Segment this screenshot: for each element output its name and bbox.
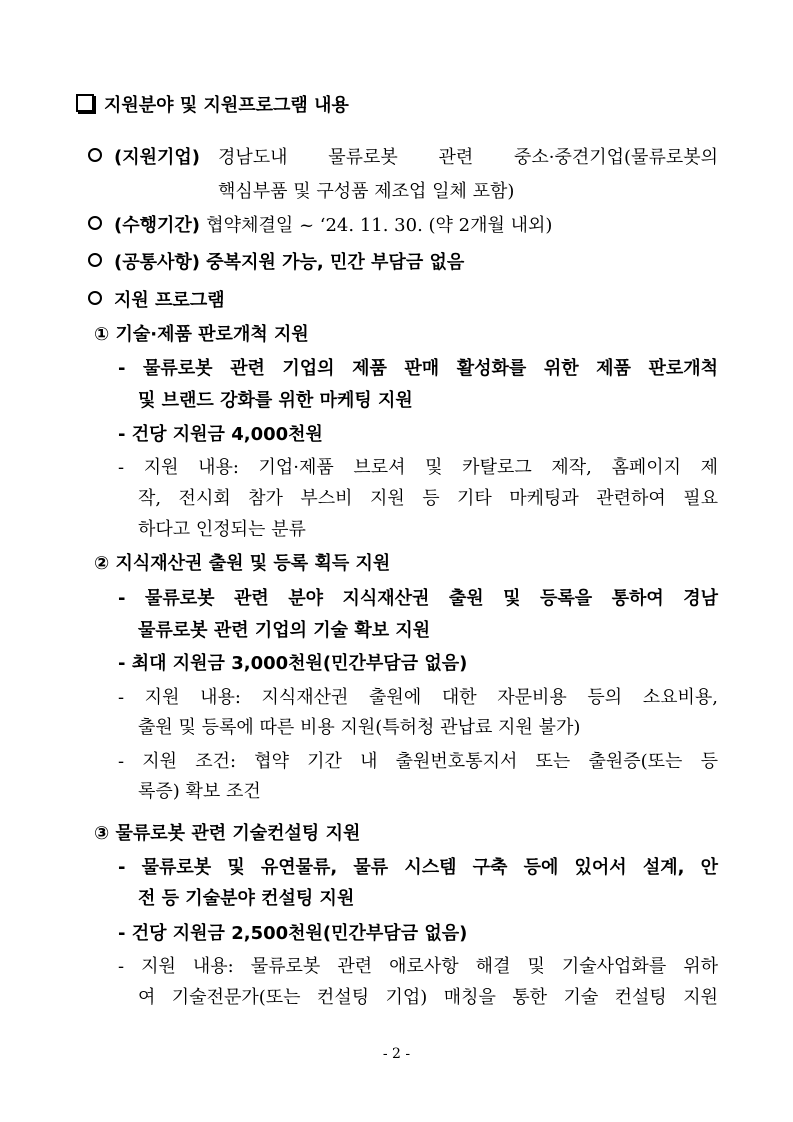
period-item: [88, 214, 552, 238]
programs-heading: [88, 289, 225, 313]
circle-bullet-icon: [88, 291, 102, 305]
checkbox-square-icon: [76, 94, 94, 112]
program-2-amount: - 최대 지원금 3,000천원(민간부담금 없음): [118, 653, 468, 674]
program-1-detail-line1: - 지원 내용: 기업·제품 브로셔 및 카탈로그 제작, 홈페이지 제: [118, 457, 718, 478]
support-target-line2: 핵심부품 및 구성품 제조업 일체 포함): [218, 181, 515, 202]
program-3-detail-line2: 여 기술전문가(또는 컨설팅 기업) 매칭을 통한 기술 컨설팅 지원: [138, 987, 718, 1008]
program-3-desc-line2: 전 등 기술분야 컨설팅 지원: [138, 888, 355, 909]
period-text: 협약체결일 ~ ‘24. 11. 30. (약 2개월 내외): [206, 215, 553, 236]
program-1-amount: - 건당 지원금 4,000천원: [118, 424, 323, 445]
common-text: 중복지원 가능, 민간 부담금 없음: [206, 252, 465, 273]
circle-bullet-icon: [88, 216, 102, 230]
section-title-text: 지원분야 및 지원프로그램 내용: [104, 95, 349, 116]
program-3-desc-line1: - 물류로봇 및 유연물류, 물류 시스템 구축 등에 있어서 설계, 안: [118, 857, 718, 878]
common-item: [88, 251, 464, 275]
program-2-detail-line1: - 지원 내용: 지식재산권 출원에 대한 자문비용 등의 소요비용,: [118, 687, 718, 708]
program-2-detail-line2: 출원 및 등록에 따른 비용 지원(특허청 관납료 지원 불가): [138, 717, 581, 738]
program-2-condition-line2: 록증) 확보 조건: [138, 781, 261, 802]
program-1-detail-line2: 작, 전시회 참가 부스비 지원 등 기타 마케팅과 관련하여 필요: [138, 488, 718, 509]
program-1-detail-line3: 하다고 인정되는 분류: [138, 519, 306, 540]
program-1-title: ① 기술·제품 판로개척 지원: [94, 324, 309, 345]
support-target-line1: 경남도내 물류로봇 관련 중소·중견기업(물류로봇의: [218, 147, 718, 168]
support-target-item: [88, 146, 200, 170]
program-3-title: ③ 물류로봇 관련 기술컨설팅 지원: [94, 823, 361, 844]
program-1-desc-line1: - 물류로봇 관련 기업의 제품 판매 활성화를 위한 제품 판로개척: [118, 358, 718, 379]
circle-bullet-icon: [88, 253, 102, 267]
program-2-title: ② 지식재산권 출원 및 등록 획득 지원: [94, 553, 391, 574]
program-1-desc-line2: 및 브랜드 강화를 위한 마케팅 지원: [138, 390, 413, 411]
programs-heading-text: 지원 프로그램: [114, 290, 225, 311]
section-title: [76, 94, 349, 118]
circle-bullet-icon: [88, 148, 102, 162]
program-2-desc-line2: 물류로봇 관련 기업의 기술 확보 지원: [138, 620, 431, 641]
support-target-label: (지원기업): [114, 147, 201, 168]
page-number: - 2 -: [382, 1046, 411, 1062]
program-3-amount: - 건당 지원금 2,500천원(민간부담금 없음): [118, 923, 468, 944]
common-label: (공통사항): [114, 252, 201, 273]
program-3-detail-line1: - 지원 내용: 물류로봇 관련 애로사항 해결 및 기술사업화를 위하: [118, 956, 718, 977]
program-2-condition-line1: - 지원 조건: 협약 기간 내 출원번호통지서 또는 출원증(또는 등: [118, 751, 718, 772]
period-label: (수행기간): [114, 215, 201, 236]
program-2-desc-line1: - 물류로봇 관련 분야 지식재산권 출원 및 등록을 통하여 경남: [118, 588, 718, 609]
